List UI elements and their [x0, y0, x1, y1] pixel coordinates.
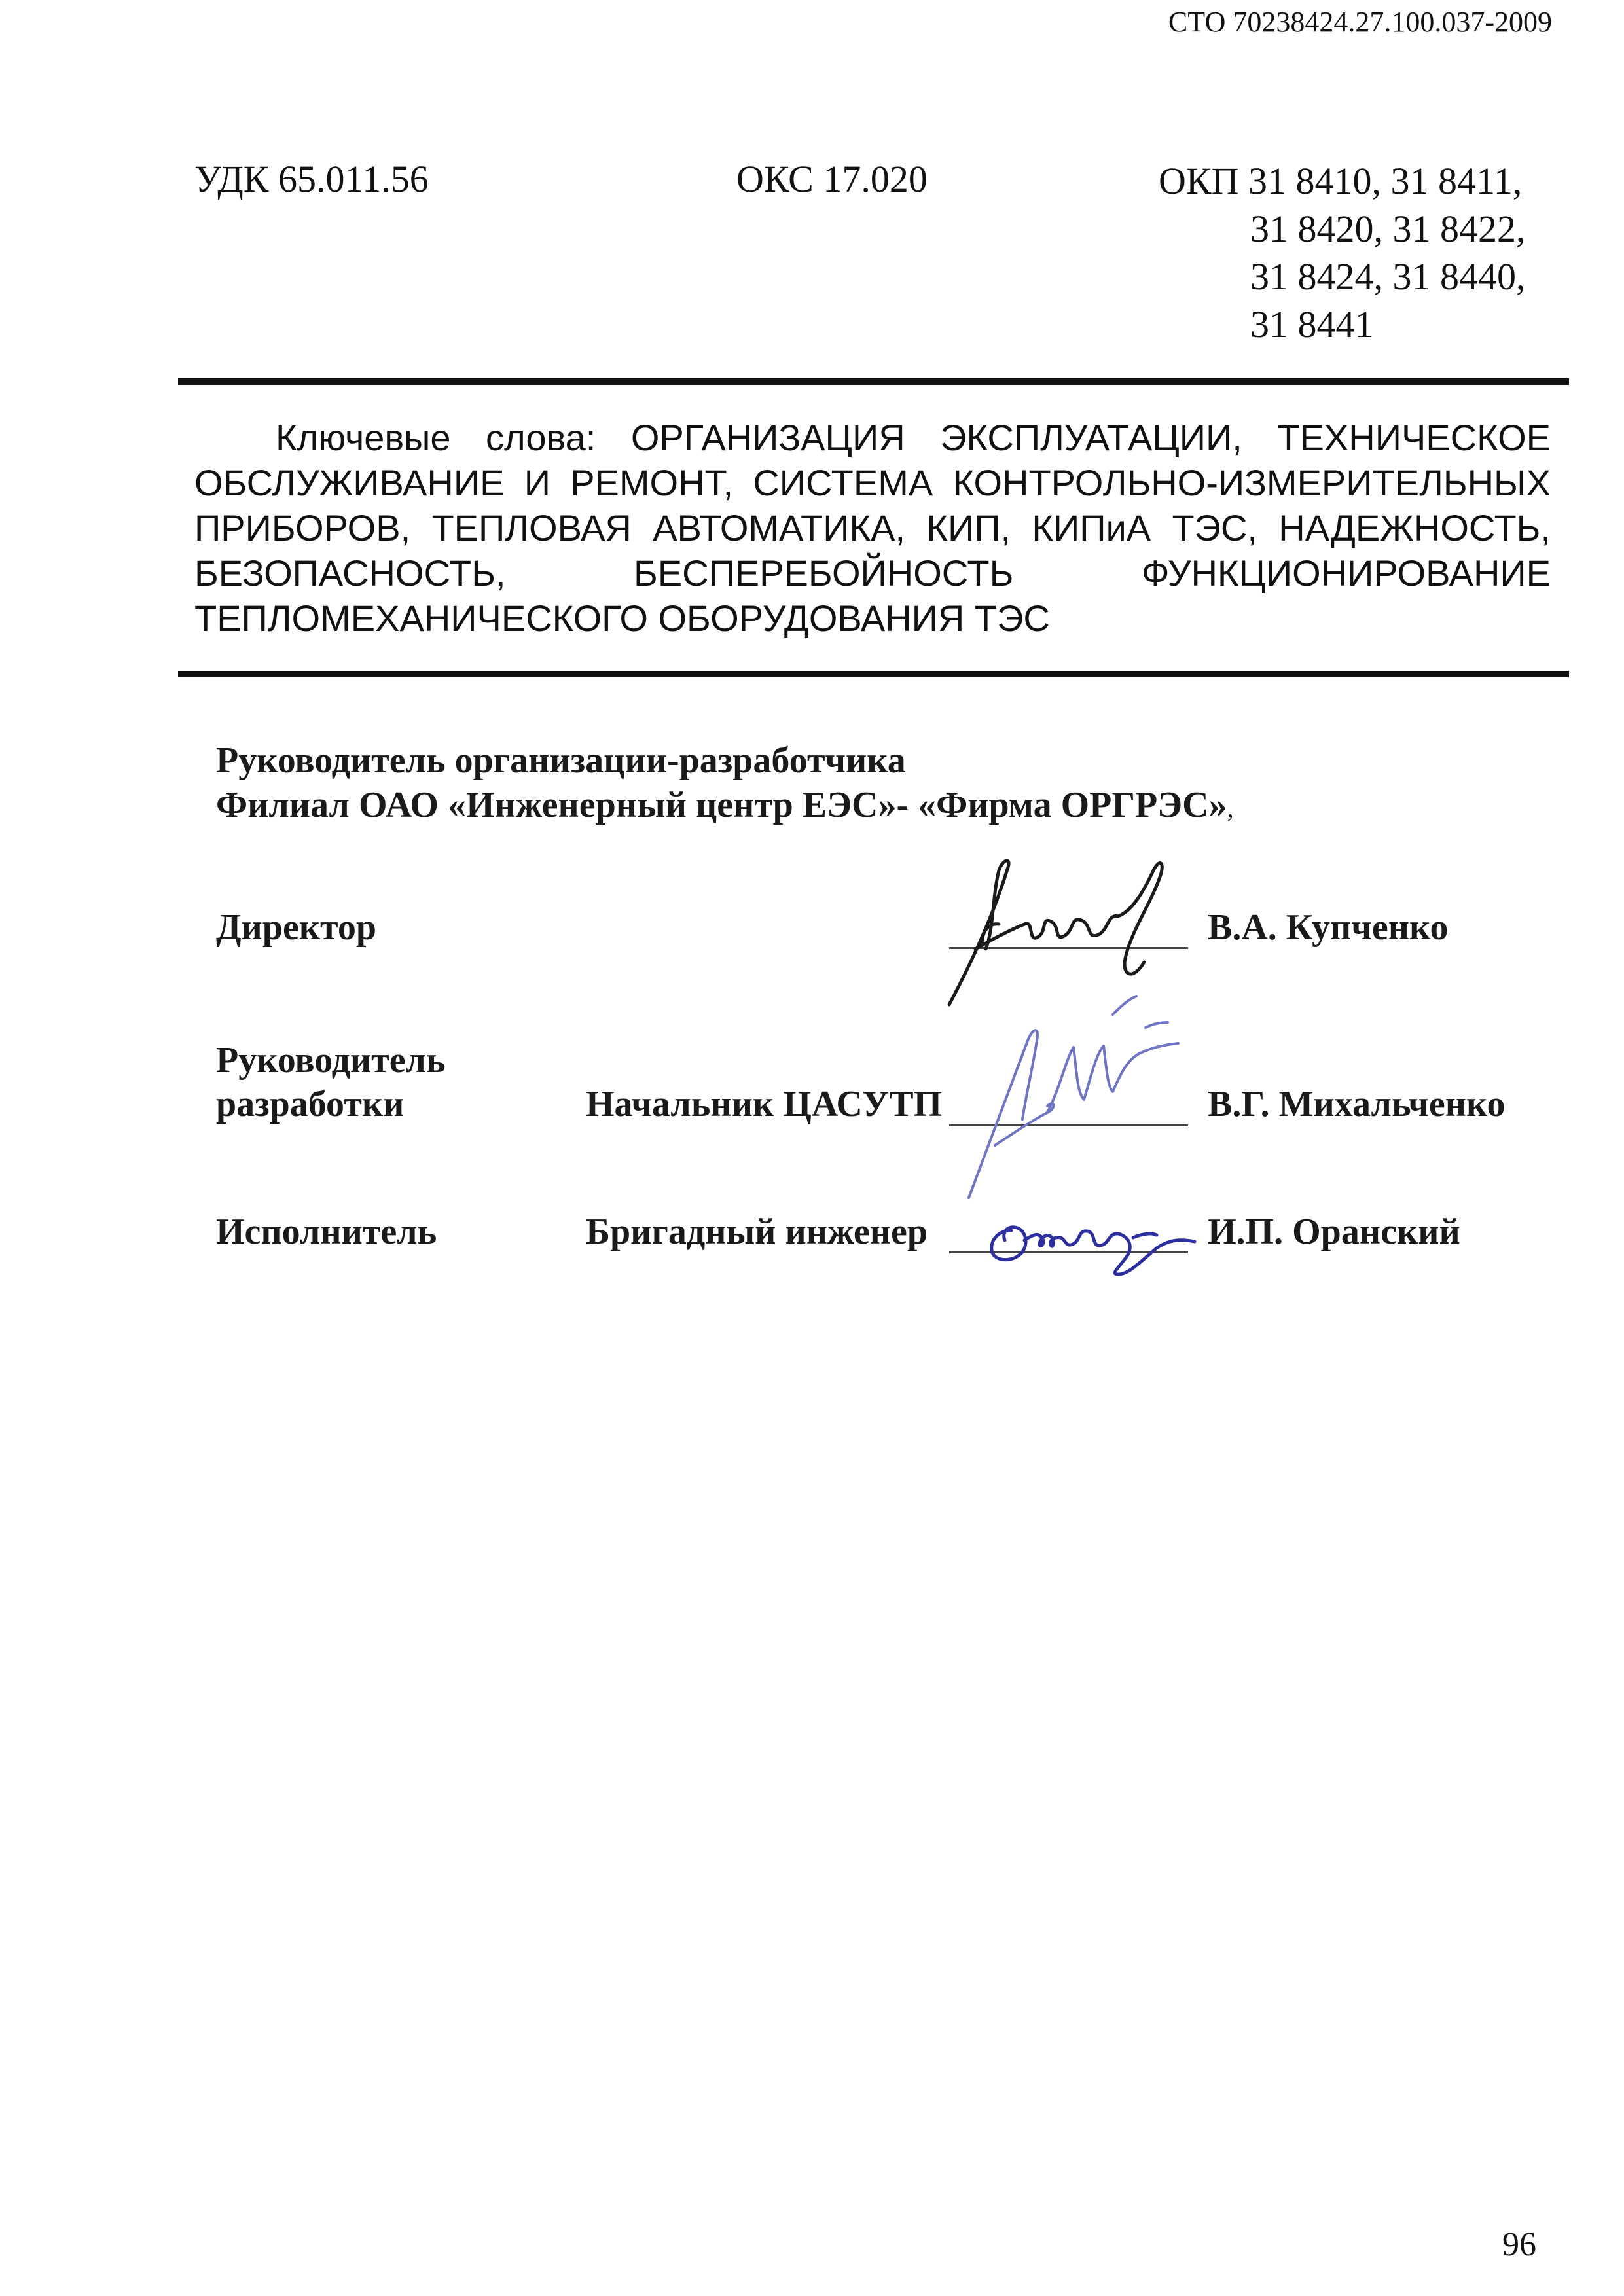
keywords-line: [194, 460, 1551, 505]
developer-org-heading: Руководитель организации-разработчика: [216, 740, 906, 781]
signatory-name: В.А. Купченко: [1208, 907, 1449, 948]
keyword-word: ФУНКЦИОНИРОВАНИЕ: [1141, 552, 1551, 594]
developer-org-name: [216, 784, 1234, 826]
keyword-word: БЕСПЕРЕБОЙНОСТЬ: [634, 552, 1014, 594]
trailing-mark: ,: [1227, 793, 1234, 823]
keyword-word: НАДЕЖНОСТЬ,: [1278, 507, 1551, 548]
developer-org-name-text: Филиал ОАО «Инженерный центр ЕЭС»- «Фирма ОРГРЭС»: [216, 785, 1227, 825]
bottom-divider: [178, 671, 1569, 677]
signatory-name: И.П. Оранский: [1208, 1211, 1460, 1252]
keyword-word: КОНТРОЛЬНО-ИЗМЕРИТЕЛЬНЫХ: [952, 462, 1551, 503]
signatory-role-director: Директор: [216, 907, 376, 948]
keyword-word: ТЕХНИЧЕСКОЕ: [1277, 417, 1551, 458]
okp-line: 31 8420, 31 8422,: [1250, 207, 1526, 250]
signatory-name: В.Г. Михальченко: [1208, 1084, 1506, 1124]
keyword-word: РЕМОНТ,: [570, 462, 734, 503]
signatory-position: Бригадный инженер: [586, 1211, 928, 1252]
keyword-word: Ключевые: [276, 417, 451, 458]
top-divider: [178, 378, 1569, 385]
keywords-line: [194, 505, 1551, 550]
standard-code: СТО 70238424.27.100.037-2009: [1168, 6, 1552, 38]
page-number: 96: [1502, 2226, 1536, 2263]
keyword-word: АВТОМАТИКА,: [653, 507, 906, 548]
udk-code: УДК 65.011.56: [194, 158, 429, 200]
keyword-word: СИСТЕМА: [753, 462, 933, 503]
keywords-line: [194, 415, 1551, 460]
keyword-word: КИП,: [926, 507, 1011, 548]
keywords-block: [194, 415, 1551, 641]
okp-line: 31 8441: [1250, 303, 1374, 346]
okp-line: ОКП 31 8410, 31 8411,: [1159, 160, 1523, 202]
keyword-word: слова:: [486, 417, 596, 458]
keyword-word: ОБСЛУЖИВАНИЕ: [194, 462, 505, 503]
oks-code: ОКС 17.020: [736, 158, 928, 200]
keyword-word: ТЕПЛОМЕХАНИЧЕСКОГО ОБОРУДОВАНИЯ ТЭС: [194, 598, 1050, 639]
okp-codes: [1159, 157, 1526, 348]
signatory-role-performer: Исполнитель: [216, 1211, 437, 1252]
keywords-line: [194, 596, 1551, 641]
performer-signature-icon: [985, 1201, 1201, 1280]
okp-line: 31 8424, 31 8440,: [1250, 255, 1526, 298]
keyword-word: БЕЗОПАСНОСТЬ,: [194, 552, 506, 594]
signatory-position: Начальник ЦАСУТП: [586, 1084, 943, 1124]
keyword-word: КИПиА: [1032, 507, 1151, 548]
keywords-line: [194, 550, 1551, 596]
keyword-word: И: [524, 462, 550, 503]
keyword-word: ТЭС,: [1172, 507, 1257, 548]
head-signature-icon: [949, 988, 1198, 1211]
keyword-word: ЭКСПЛУАТАЦИИ,: [940, 417, 1242, 458]
signatory-role-line2: разработки: [216, 1084, 405, 1124]
signatory-role-line1: Руководитель: [216, 1040, 446, 1081]
keyword-word: ТЕПЛОВАЯ: [431, 507, 632, 548]
keyword-word: ОРГАНИЗАЦИЯ: [630, 417, 905, 458]
keyword-word: ПРИБОРОВ,: [194, 507, 411, 548]
